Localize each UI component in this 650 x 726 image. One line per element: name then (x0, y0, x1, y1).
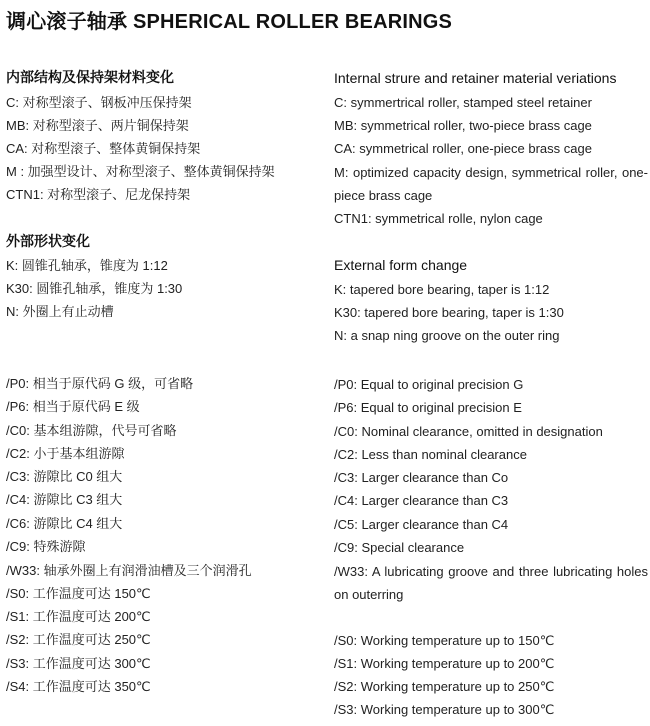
suffix-item-en: /S1: Working temperature up to 200℃ (334, 656, 555, 671)
suffix-item-zh: /C0: 基本组游隙，代号可省略 (6, 423, 177, 438)
suffix-item-zh: /C2: 小于基本组游隙 (6, 446, 125, 461)
internal-heading-en: Internal strure and retainer material veriations (334, 70, 617, 86)
external-heading-en: External form change (334, 257, 468, 273)
suffix-item-zh: /W33: 轴承外圈上有润滑油槽及三个润滑孔 (6, 563, 252, 578)
suffix-item-en: /W33: A lubricating groove and three lubricating holes on outerring (334, 564, 648, 602)
suffix-item-zh: /S0: 工作温度可达 150℃ (6, 586, 151, 601)
suffix-item-en: /C0: Nominal clearance, omitted in designation (334, 424, 603, 439)
external-item-en: K: tapered bore bearing, taper is 1:12 (334, 282, 550, 297)
suffix-item-en: /P6: Equal to original precision E (334, 400, 522, 415)
external-item-zh: N: 外圈上有止动槽 (6, 304, 114, 319)
external-item-zh: K: 圆锥孔轴承，锥度为 1:12 (6, 258, 168, 273)
external-item-en: K30: tapered bore bearing, taper is 1:30 (334, 305, 564, 320)
suffix-item-zh: /S3: 工作温度可达 300℃ (6, 656, 151, 671)
suffix-item-en: /C3: Larger clearance than Co (334, 470, 509, 485)
internal-item-en: MB: symmetrical roller, two-piece brass cage (334, 118, 592, 133)
internal-item-zh: C: 对称型滚子、钢板冲压保持架 (6, 95, 192, 110)
internal-item-en: C: symmertrical roller, stamped steel retainer (334, 95, 592, 110)
page-title: 调心滚子轴承 SPHERICAL ROLLER BEARINGS (6, 11, 453, 33)
external-item-zh: K30: 圆锥孔轴承，锥度为 1:30 (6, 281, 183, 296)
suffix-item-zh: /S4: 工作温度可达 350℃ (6, 679, 151, 694)
suffix-item-zh: /S1: 工作温度可达 200℃ (6, 609, 151, 624)
external-heading-zh: 外部形状变化 (6, 233, 90, 249)
suffix-item-en: /C5: Larger clearance than C4 (334, 517, 509, 532)
suffix-item-zh: /C6: 游隙比 C4 组大 (6, 516, 123, 531)
internal-item-en: M: optimized capacity design, symmetrical roller, one-piece brass cage (334, 165, 648, 203)
external-item-en: N: a snap ning groove on the outer ring (334, 328, 560, 343)
suffix-item-en: /C2: Less than nominal clearance (334, 447, 527, 462)
suffix-item-zh: /C4: 游隙比 C3 组大 (6, 492, 123, 507)
suffix-item-zh: /P6: 相当于原代码 E 级 (6, 399, 140, 414)
internal-item-zh: CA: 对称型滚子、整体黄铜保持架 (6, 141, 201, 156)
internal-item-zh: M : 加强型设计、对称型滚子、整体黄铜保持架 (6, 164, 275, 179)
suffix-item-zh: /S2: 工作温度可达 250℃ (6, 632, 151, 647)
suffix-item-en: /S2: Working temperature up to 250℃ (334, 679, 555, 694)
suffix-item-zh: /C9: 特殊游隙 (6, 539, 86, 554)
suffix-item-en: /S3: Working temperature up to 300℃ (334, 702, 555, 717)
suffix-item-zh: /C3: 游隙比 C0 组大 (6, 469, 123, 484)
suffix-item-zh: /P0: 相当于原代码 G 级，可省略 (6, 376, 194, 391)
suffix-item-en: /C4: Larger clearance than C3 (334, 493, 509, 508)
internal-item-en: CTN1: symmetrical rolle, nylon cage (334, 211, 543, 226)
suffix-item-en: /C9: Special clearance (334, 540, 465, 555)
internal-heading-zh: 内部结构及保持架材料变化 (6, 69, 174, 85)
internal-item-zh: CTN1: 对称型滚子、尼龙保持架 (6, 187, 191, 202)
internal-item-zh: MB: 对称型滚子、两片铜保持架 (6, 118, 189, 133)
internal-item-en: CA: symmetrical roller, one-piece brass cage (334, 141, 592, 156)
suffix-item-en: /P0: Equal to original precision G (334, 377, 524, 392)
suffix-item-en: /S0: Working temperature up to 150℃ (334, 633, 555, 648)
